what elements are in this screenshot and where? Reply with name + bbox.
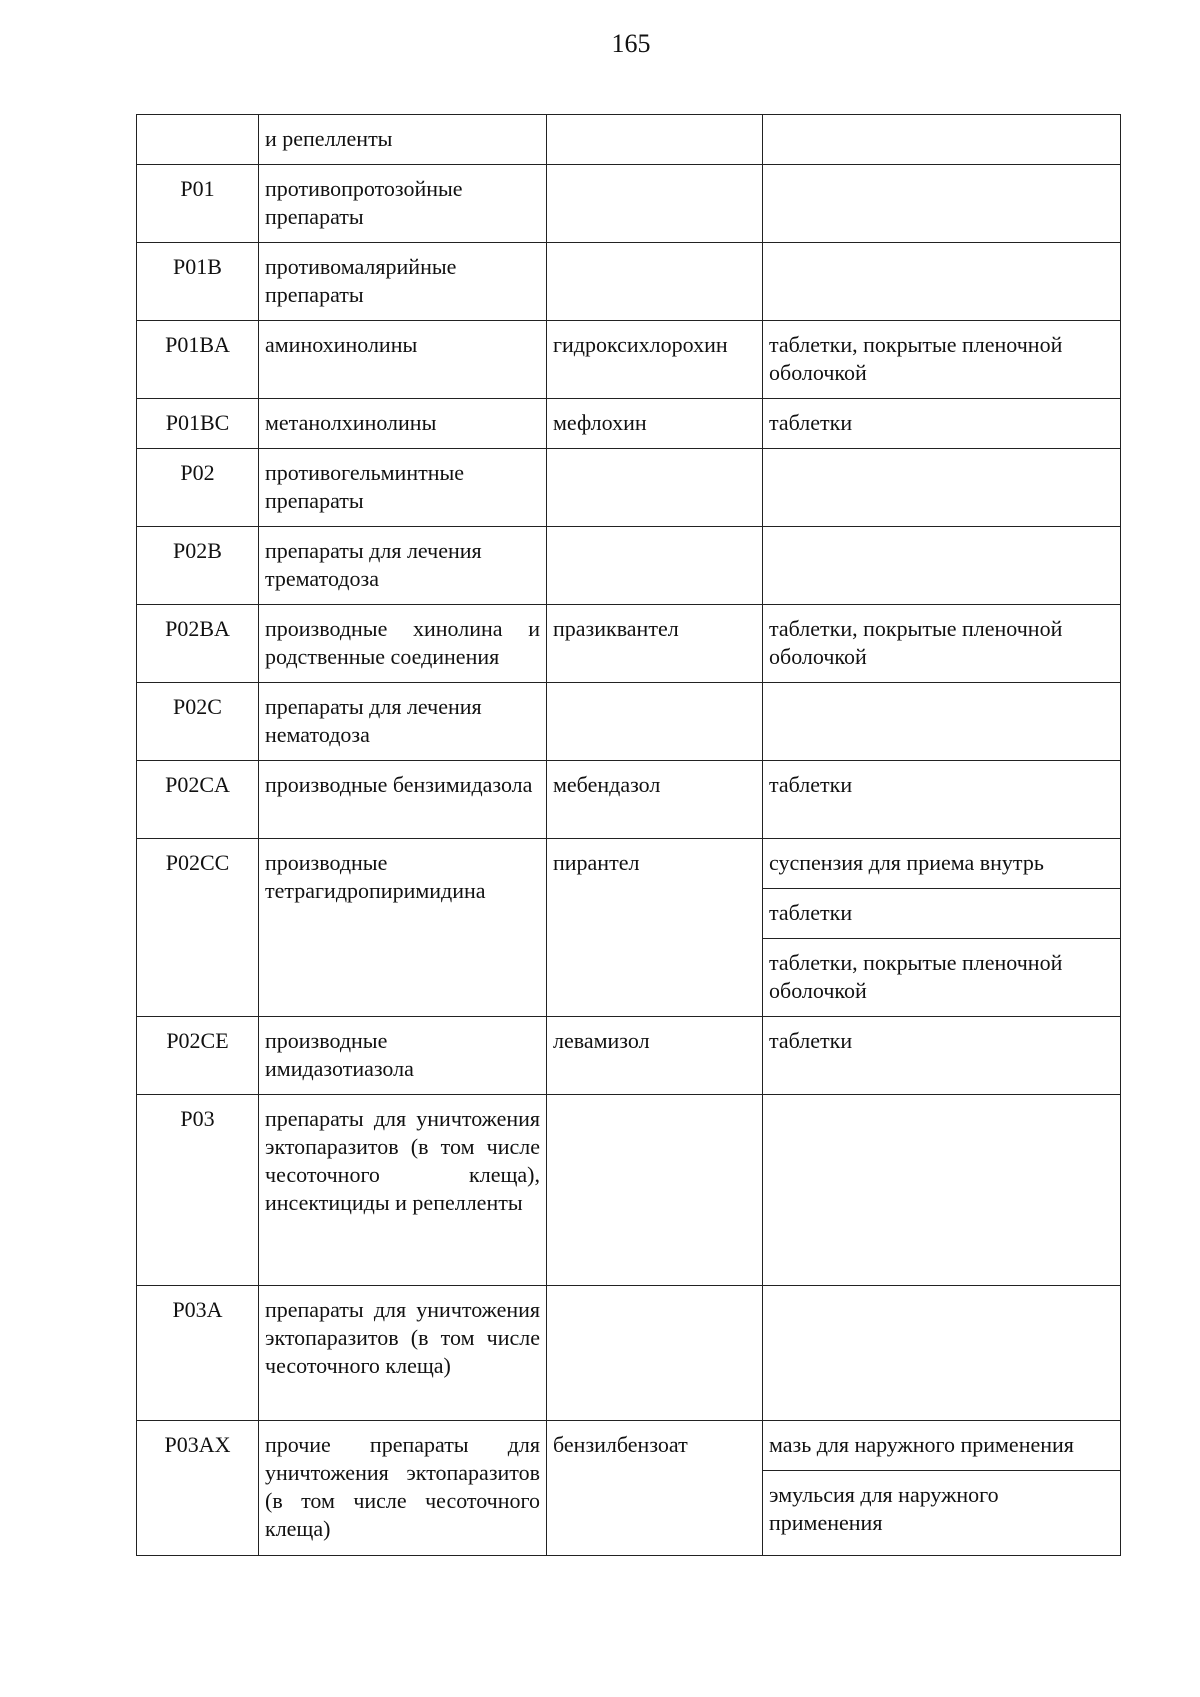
code-cell: P02CC [137, 839, 259, 1017]
dosage-form-cell [763, 165, 1121, 243]
drug-name-cell: бензилбензоат [547, 1421, 763, 1556]
table-row [137, 165, 1121, 243]
table-row [137, 1095, 1121, 1286]
code-cell: P02B [137, 527, 259, 605]
code-cell: P03AX [137, 1421, 259, 1556]
drug-name-cell [547, 527, 763, 605]
group-cell: производные бензимидазола [259, 761, 547, 839]
dosage-form-cell [763, 527, 1121, 605]
table-body [137, 115, 1121, 1556]
table-row [137, 449, 1121, 527]
table-row [137, 683, 1121, 761]
group-cell: противопротозойные препараты [259, 165, 547, 243]
table-row [137, 1017, 1121, 1095]
table-row [137, 527, 1121, 605]
table-row [137, 399, 1121, 449]
drug-name-cell [547, 1286, 763, 1421]
group-cell: препараты для лечения трематодоза [259, 527, 547, 605]
drug-name-cell [547, 683, 763, 761]
drug-name-cell: мебендазол [547, 761, 763, 839]
drug-name-cell: празиквантел [547, 605, 763, 683]
code-cell: P02CE [137, 1017, 259, 1095]
dosage-form-cell: суспензия для приема внутрь [763, 839, 1121, 889]
code-cell: P02 [137, 449, 259, 527]
dosage-form-cell [763, 1095, 1121, 1286]
dosage-form-cell [763, 683, 1121, 761]
drug-name-cell [547, 165, 763, 243]
group-cell: противомалярийные препараты [259, 243, 547, 321]
dosage-form-cell: таблетки [763, 1017, 1121, 1095]
group-cell: производные хинолина и родственные соединения [259, 605, 547, 683]
group-cell: аминохинолины [259, 321, 547, 399]
table-row [137, 839, 1121, 889]
code-cell: P02BA [137, 605, 259, 683]
table-row [137, 115, 1121, 165]
drug-name-cell [547, 115, 763, 165]
dosage-form-cell: эмульсия для наружного применения [763, 1471, 1121, 1556]
code-cell [137, 115, 259, 165]
dosage-form-cell: таблетки [763, 399, 1121, 449]
table-row [137, 605, 1121, 683]
dosage-form-cell: таблетки, покрытые пленочной оболочкой [763, 321, 1121, 399]
code-cell: P02C [137, 683, 259, 761]
code-cell: P01B [137, 243, 259, 321]
group-cell: препараты для уничтожения эктопаразитов (в том числе чесоточного клеща) [259, 1286, 547, 1421]
drug-name-cell: пирантел [547, 839, 763, 1017]
group-cell: прочие препараты для уничтожения эктопаразитов (в том числе чесоточного клеща) [259, 1421, 547, 1556]
code-cell: P02CA [137, 761, 259, 839]
dosage-form-cell [763, 1286, 1121, 1421]
group-cell: метанолхинолины [259, 399, 547, 449]
group-cell: противогельминтные препараты [259, 449, 547, 527]
group-cell: и репелленты [259, 115, 547, 165]
table-row [137, 1286, 1121, 1421]
dosage-form-cell: мазь для наружного применения [763, 1421, 1121, 1471]
dosage-form-cell: таблетки, покрытые пленочной оболочкой [763, 605, 1121, 683]
dosage-form-cell [763, 115, 1121, 165]
group-cell: препараты для уничтожения эктопаразитов (в том числе чесоточного клеща), инсектициды и репелленты [259, 1095, 547, 1286]
dosage-form-cell: таблетки [763, 761, 1121, 839]
dosage-form-cell: таблетки [763, 889, 1121, 939]
table-row [137, 1421, 1121, 1471]
drug-name-cell: мефлохин [547, 399, 763, 449]
code-cell: P03 [137, 1095, 259, 1286]
table-row [137, 761, 1121, 839]
group-cell: производные тетрагидропиримидина [259, 839, 547, 1017]
code-cell: P01BA [137, 321, 259, 399]
drug-name-cell [547, 449, 763, 527]
code-cell: P03A [137, 1286, 259, 1421]
code-cell: P01BC [137, 399, 259, 449]
dosage-form-cell: таблетки, покрытые пленочной оболочкой [763, 939, 1121, 1017]
group-cell: производные имидазотиазола [259, 1017, 547, 1095]
dosage-form-cell [763, 449, 1121, 527]
drug-name-cell [547, 243, 763, 321]
drug-name-cell: гидроксихлорохин [547, 321, 763, 399]
group-cell: препараты для лечения нематодоза [259, 683, 547, 761]
drug-table [136, 114, 1121, 1556]
drug-name-cell: левамизол [547, 1017, 763, 1095]
table-row [137, 321, 1121, 399]
drug-name-cell [547, 1095, 763, 1286]
table-row [137, 243, 1121, 321]
code-cell: P01 [137, 165, 259, 243]
page-number: 165 [611, 29, 651, 58]
dosage-form-cell [763, 243, 1121, 321]
